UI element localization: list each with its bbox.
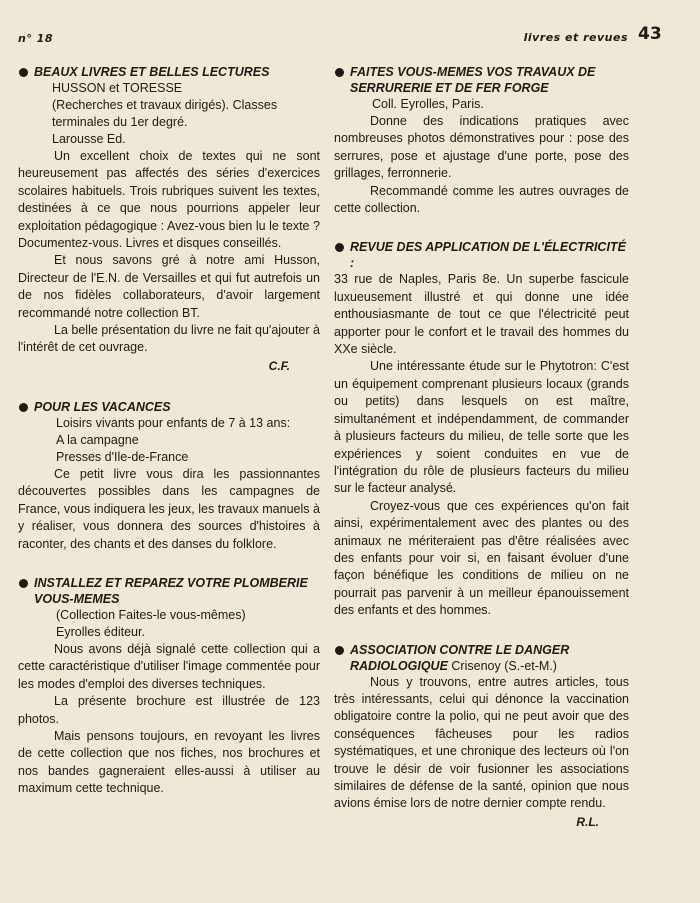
review-heading — [334, 64, 629, 96]
bullet-icon — [335, 68, 344, 77]
review-pour-les-vacances — [18, 399, 320, 553]
review-paragraph: Ce petit livre vous dira les passionnantes découvertes possibles dans les campagnes de France, vous indiquera les jeux, les travaux manuels à y réaliser, vous donnera des sources d'histoires à raconter, des chants et des danses du folklore. — [18, 466, 320, 551]
review-subtitle: Loisirs vivants pour enfants de 7 à 13 ans: — [56, 415, 291, 430]
review-electricite — [334, 239, 629, 619]
review-serrurerie — [334, 64, 629, 217]
review-signature: R.L. — [576, 814, 599, 829]
review-title: POUR LES VACANCES — [34, 399, 171, 414]
review-paragraph: Mais pensons toujours, en revoyant les livres de cette collection que nos fiches, nos brochures et nos bandes gagneraient elles-aussi à utiliser au maximum cette technique. — [18, 728, 320, 796]
review-paragraph: Et nous savons gré à notre ami Husson, Directeur de l'E.N. de Versailles et qui fut autrefois un de nos fidèles collaborateurs, d'avoir largement recommandé notre collection BT. — [18, 253, 320, 320]
review-title: FAITES VOUS-MEMES VOS TRAVAUX DE SERRURERIE ET DE FER FORGE — [350, 65, 596, 95]
review-heading — [18, 399, 320, 415]
right-column — [334, 64, 629, 851]
review-heading — [18, 575, 320, 607]
review-heading — [334, 642, 629, 674]
review-association — [334, 642, 629, 829]
review-publisher: Larousse Ed. — [52, 132, 126, 146]
review-collection: Coll. Eyrolles, Paris. — [372, 97, 484, 111]
page-number-text: 43 — [638, 24, 662, 44]
review-paragraph: La belle présentation du livre ne fait qu'ajouter à l'intérêt de cet ouvrage. — [18, 323, 320, 355]
review-paragraph: Nous avons déjà signalé cette collection qui a cette caractéristique d'utiliser l'image commentée pour les modes d'emploi des diverses techniques. — [18, 641, 320, 691]
review-collection: (Collection Faites-le vous-mêmes) — [56, 607, 246, 622]
bullet-icon — [335, 646, 344, 655]
review-paragraph: Nous y trouvons, entre autres articles, tous très intéressants, celui qui dénonce la vaccination obligatoire contre la polio, qui ne peut avoir que des conséquences fâcheuses pour les radios systématiques, et une chronique des lecteurs où l'on trouve le désir de voir fusionner les associations similaires de défense de la santé, opinion que nous avions émise lors de notre dernier compte rendu. — [334, 674, 629, 811]
review-paragraph: Recommandé comme les autres ouvrages de cette collection. — [334, 183, 629, 216]
review-paragraph: La présente brochure est illustrée de 123 photos. — [18, 694, 320, 726]
review-publisher: Presses d'Ile-de-France — [56, 449, 189, 464]
bullet-icon — [19, 579, 28, 588]
review-location: Crisenoy (S.-et-M.) — [451, 658, 557, 673]
review-heading — [334, 239, 629, 271]
review-title: REVUE DES APPLICATION DE L'ÉLECTRICITÉ : — [350, 240, 626, 271]
review-paragraph: Donne des indications pratiques avec nombreuses photos démonstratives pour : pose des serrures, pose et ajustage d'une porte, pose des grillages, ferronnerie. — [334, 114, 629, 181]
review-heading — [18, 64, 320, 80]
review-paragraph: Croyez-vous que ces expériences qu'on fait ainsi, expérimentalement avec des plantes ou des animaux ne mériteraient pas d'être réalisées avec des enfants pour voir si, en faisant évoluer d'une façon bénéfique les conditions de milieu on ne pourrait pas parvenir à un meilleur épanouissement des enfants et des hommes. — [334, 498, 629, 618]
bullet-icon — [19, 68, 28, 77]
section-title: livres et revues — [523, 31, 628, 44]
review-publisher: Eyrolles éditeur. — [56, 624, 145, 639]
review-beaux-livres — [18, 64, 320, 373]
bullet-icon — [335, 243, 344, 252]
bullet-icon — [19, 403, 28, 412]
issue-number: n° 18 — [18, 32, 53, 45]
review-description: (Recherches et travaux dirigés). Classes terminales du 1er degré. — [52, 98, 278, 129]
review-paragraph: Un excellent choix de textes qui ne sont heureusement pas affectés des séries d'exercices scolaires habituels. Trois rubriques suivent les textes, destinées à ce que nous pourrions appeler leur exploitation pédagogique : Avez-vous bien lu le texte ? Documentez-vous. Livres et disques conseillés. — [18, 149, 320, 251]
review-title: INSTALLEZ ET REPAREZ VOTRE PLOMBERIE VOUS-MEMES — [34, 575, 308, 606]
review-signature: C.F. — [268, 358, 290, 373]
review-plomberie — [18, 575, 320, 798]
review-book-title: A la campagne — [56, 432, 139, 447]
review-title: BEAUX LIVRES ET BELLES LECTURES — [34, 65, 270, 79]
review-title: ASSOCIATION CONTRE LE DANGER RADIOLOGIQUE — [350, 642, 570, 673]
left-column — [18, 64, 320, 820]
review-paragraph: Une intéressante étude sur le Phytotron: C'est un équipement comprenant plusieurs locaux (grands ou petits) dans lesquels on est maître, simultanément et indépendamment, de commander à plusieurs facteurs du milieu, de telle sorte que les expériences y soient conduites en vue de l'intégration du rôle de plusieurs facteurs du milieu sur le facteur analysé. — [334, 359, 629, 496]
review-authors: HUSSON et TORESSE — [52, 81, 183, 95]
review-paragraph: 33 rue de Naples, Paris 8e. Un superbe fascicule luxueusement illustré et qui donne une idée enthousiasmante de tout ce que l'électricité peut apporter pour le confort et le travail des hommes du XXe siècle. — [334, 272, 629, 357]
